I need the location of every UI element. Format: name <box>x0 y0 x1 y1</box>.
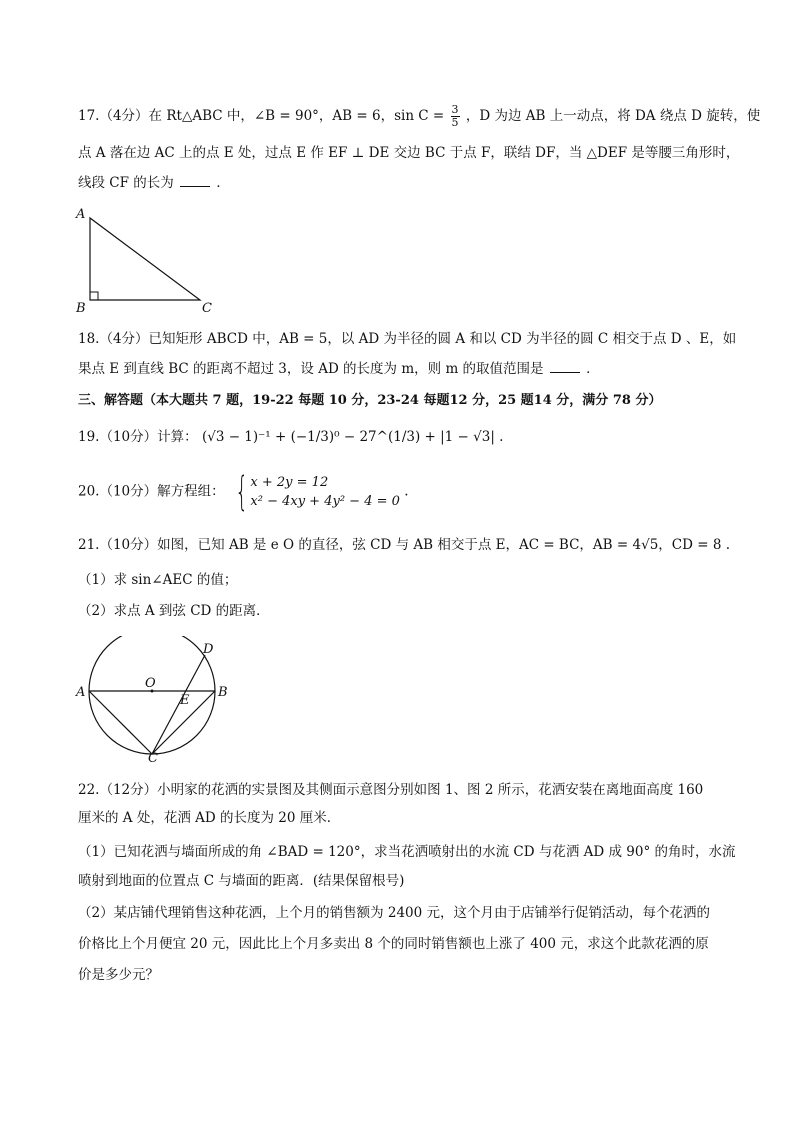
q17-line-3 <box>78 174 230 192</box>
q22-sub-2-line-1: （2）某店铺代理销售这种花洒，上个月的销售额为 2400 元，这个月由于店铺举行促销活动，每个花洒的 <box>78 905 711 921</box>
q22-sub-1-line-1: （1）已知花洒与墙面所成的角 ∠BAD = 120°，求当花洒喷射出的水流 CD 与花洒 AD 成 90° 的角时，水流 <box>78 844 736 860</box>
triangle-label-a: A <box>76 207 86 222</box>
brace: { <box>235 469 249 515</box>
chord-ac <box>89 691 152 754</box>
q19-expression: (√3 − 1)⁻¹ + (−1/3)⁰ − 27^(1/3) + |1 − √3| . <box>201 429 504 445</box>
equation-2: x² − 4xy + 4y² − 4 = 0 <box>250 494 400 509</box>
q20-end: . <box>404 483 409 500</box>
q22-sub-2-line-2: 价格比上个月便宜 20 元，因此比上个月多卖出 8 个的同时销售额也上涨了 400 元，求这个此款花洒的原 <box>78 936 709 952</box>
q17-line-3-end: ． <box>216 175 230 191</box>
q17-text-b: ，D 为边 AB 上一动点，将 DA 绕点 D 旋转，使 <box>465 108 761 124</box>
q17-line-2: 点 A 落在边 AC 上的点 E 处，过点 E 作 EF ⊥ DE 交边 BC 于点 F，联结 DF，当 △DEF 是等腰三角形时， <box>78 145 740 161</box>
answer-blank <box>180 174 210 187</box>
q22-line-2: 厘米的 A 处，花洒 AD 的长度为 20 厘米． <box>78 810 341 826</box>
triangle-label-b: B <box>76 301 86 314</box>
q22-sub-2-line-3: 价是多少元？ <box>78 967 159 983</box>
answer-blank <box>550 360 580 373</box>
circle-label-e: E <box>180 693 190 708</box>
equation-system <box>229 469 400 515</box>
q18-line-2-end: ． <box>586 361 600 377</box>
q21-sub-2: （2）求点 A 到弦 CD 的距离． <box>78 603 270 619</box>
circle-label-c: C <box>148 751 158 762</box>
circle-o <box>89 636 215 754</box>
circle-label-a: A <box>76 685 86 700</box>
section-heading: 三、解答题（本大题共 7 题，19-22 每题 10 分，23-24 每题12 分，25 题14 分，满分 78 分） <box>78 393 662 408</box>
circle-figure <box>70 636 240 762</box>
sin-c-fraction <box>451 104 460 129</box>
q22-line-1: 22.（12分）小明家的花洒的实景图及其侧面示意图分别如图 1、图 2 所示，花洒安装在离地面高度 160 <box>78 782 704 798</box>
q17-text-a: 17.（4分）在 Rt△ABC 中，∠B = 90°，AB = 6，sin C = <box>78 108 445 124</box>
triangle-figure <box>70 202 220 314</box>
frac-denominator: 5 <box>451 116 459 129</box>
q20-prefix: 20.（10分）解方程组： <box>78 483 225 500</box>
q19-prefix: 19.（10分）计算： <box>78 429 198 445</box>
q17-line-3-text: 线段 CF 的长为 <box>78 175 174 191</box>
frac-numerator: 3 <box>451 103 459 116</box>
q21-sub-1: （1）求 sin∠AEC 的值； <box>78 572 238 588</box>
q19-line <box>78 428 503 446</box>
q18-line-1: 18.（4分）已知矩形 ABCD 中，AB = 5，以 AD 为半径的圆 A 和以 CD 为半径的圆 C 相交于点 D 、E，如 <box>78 331 737 347</box>
triangle-label-c: C <box>202 301 212 314</box>
q22-sub-1-line-2: 喷射到地面的位置点 C 与墙面的距离．(结果保留根号) <box>78 873 405 889</box>
equation-1: x + 2y = 12 <box>250 475 329 490</box>
q17-line-1 <box>78 104 760 129</box>
q21-line-1: 21.（10分）如图，已知 AB 是 e O 的直径，弦 CD 与 AB 相交于点 E，AC = BC，AB = 4√5，CD = 8 . <box>78 537 731 553</box>
circle-label-b: B <box>218 685 228 700</box>
triangle-abc <box>90 218 200 300</box>
system-lines <box>250 473 400 511</box>
chord-cd <box>152 655 205 754</box>
q20-line <box>78 469 409 515</box>
right-angle-mark <box>90 292 98 300</box>
q18-line-2 <box>78 360 600 378</box>
q18-line-2-text: 果点 E 到直线 BC 的距离不超过 3，设 AD 的长度为 m，则 m 的取值范围是 <box>78 361 544 377</box>
circle-label-o: O <box>145 676 156 691</box>
circle-label-d: D <box>203 642 214 657</box>
